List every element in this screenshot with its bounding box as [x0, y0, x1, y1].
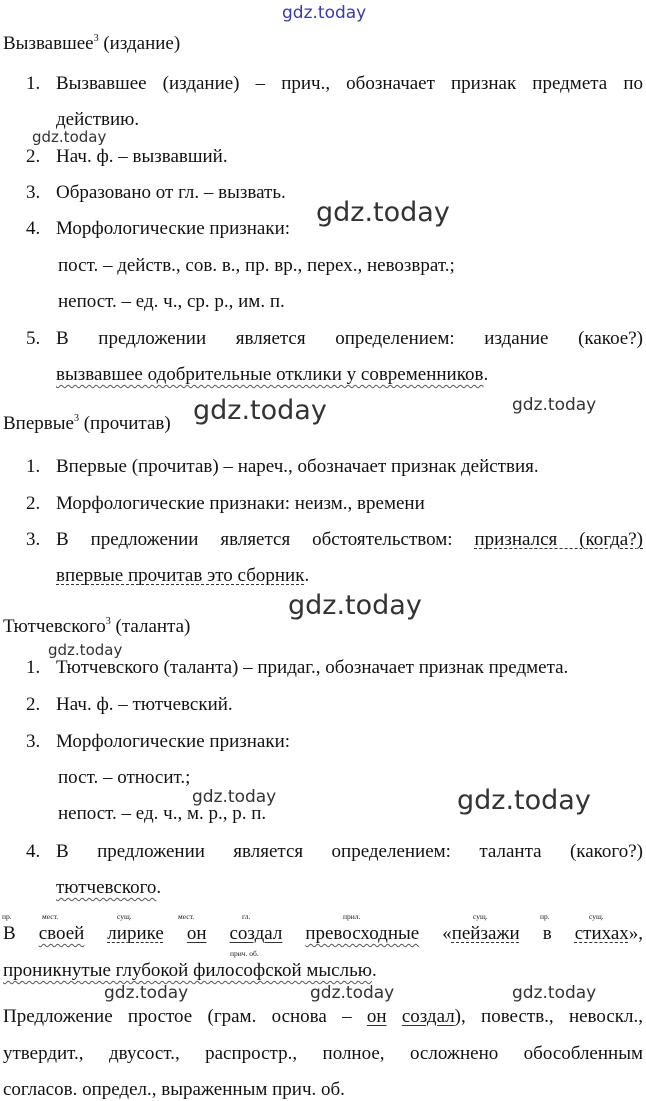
analysis-text: Предложение простое (грам. основа –	[3, 1006, 367, 1027]
morph-constant: пост. – относит.;	[58, 767, 191, 788]
word: пейзажи	[451, 923, 520, 944]
word-group	[442, 923, 520, 944]
list-item-text: Вызвавшее (издание) – прич., обозначает признак предмета по	[56, 73, 643, 94]
list-item-text: Образовано от гл. – вызвать.	[56, 182, 286, 203]
analysis-line: согласов. определ., выраженным прич. об.	[3, 1079, 345, 1100]
watermark: gdz.today	[512, 395, 597, 415]
analysis-line	[3, 1006, 643, 1028]
pos-tag: сущ.	[117, 912, 132, 921]
underlined-predicate: признался (когда?)	[474, 529, 643, 550]
word: В	[3, 923, 16, 944]
analysis-text: ), повеств., невоскл.,	[454, 1006, 643, 1027]
example-sentence-line	[3, 923, 643, 945]
pos-tag: прил.	[343, 912, 361, 921]
section-heading	[3, 408, 171, 435]
morph-constant: пост. – действ., сов. в., пр. вр., перех., невозврат.;	[58, 255, 455, 276]
word: своей	[38, 923, 85, 944]
heading-rest: (таланта)	[115, 616, 191, 637]
list-item-text: Нач. ф. – вызвавший.	[56, 146, 228, 167]
underlined-phrase: вызвавшее одобрительные отклики у современников	[56, 364, 484, 385]
list-number: 4.	[26, 218, 41, 239]
list-item-text: В предложении является определением: таланта (какого?)	[56, 841, 643, 862]
list-number: 5.	[26, 328, 41, 349]
pos-tag: мест.	[42, 912, 59, 921]
list-item-text: Морфологические признаки: неизм., времени	[56, 493, 425, 514]
list-number: 3.	[26, 529, 41, 550]
underlined-phrase: тютчевского	[56, 877, 157, 898]
heading-word: Вызвавшее	[3, 33, 94, 54]
quote-mark: »,	[628, 923, 644, 944]
footnote-mark: 3	[105, 616, 111, 627]
watermark: gdz.today	[32, 128, 107, 146]
participial-phrase: проникнутые глубокой философской мыслью	[3, 960, 372, 981]
list-item-text	[56, 529, 643, 551]
pos-tag: прич. об.	[230, 949, 259, 958]
watermark: gdz.today	[193, 395, 327, 426]
footnote-mark: 3	[93, 33, 99, 44]
example-sentence-line	[3, 960, 377, 982]
morph-variable: непост. – ед. ч., ср. р., им. п.	[58, 291, 285, 312]
watermark: gdz.today	[457, 785, 591, 816]
list-item-text	[56, 877, 643, 899]
watermark: gdz.today	[104, 983, 189, 1003]
analysis-line: утвердит., двусост., распростр., полное, осложнено обособленным	[3, 1043, 643, 1064]
watermark: gdz.today	[288, 590, 422, 621]
list-number: 1.	[26, 657, 41, 678]
word: лирике	[107, 923, 164, 944]
list-item-text: В предложении является определением: издание (какое?)	[56, 328, 643, 349]
subject: он	[366, 1006, 387, 1027]
punctuation: .	[483, 364, 489, 385]
list-item-text: Морфологические признаки:	[56, 731, 291, 752]
footnote-mark: 3	[73, 413, 79, 424]
section-heading	[3, 28, 180, 55]
word: превосходные	[305, 923, 420, 944]
word-subject: он	[186, 923, 207, 944]
word-group	[575, 923, 643, 944]
heading-rest: (прочитав)	[83, 413, 171, 434]
pos-tag: гл.	[242, 912, 251, 921]
list-item-text	[56, 364, 643, 386]
watermark: gdz.today	[48, 641, 123, 659]
pos-tag: мест.	[178, 912, 195, 921]
list-number: 1.	[26, 73, 41, 94]
pos-tag: сущ.	[589, 912, 604, 921]
list-number: 1.	[26, 456, 41, 477]
watermark: gdz.today	[310, 983, 395, 1003]
watermark-top: gdz.today	[282, 3, 367, 23]
list-number: 2.	[26, 146, 41, 167]
heading-word: Тютчевского	[3, 616, 106, 637]
list-item-text	[56, 565, 643, 587]
punctuation: .	[304, 565, 310, 586]
morph-variable: непост. – ед. ч., м. р., р. п.	[58, 803, 267, 824]
list-item-text: Впервые (прочитав) – нареч., обозначает признак действия.	[56, 456, 539, 477]
punctuation: .	[371, 960, 377, 981]
underlined-phrase: впервые прочитав это сборник	[56, 565, 305, 586]
heading-rest: (издание)	[103, 33, 181, 54]
punctuation: .	[156, 877, 162, 898]
list-number: 3.	[26, 182, 41, 203]
watermark: gdz.today	[512, 983, 597, 1003]
word: стихах	[574, 923, 629, 944]
list-item-text: действию.	[56, 109, 140, 130]
pos-tag: пр.	[540, 912, 550, 921]
word-predicate: создал	[229, 923, 283, 944]
item-text: В предложении является обстоятельством:	[56, 529, 475, 550]
list-number: 2.	[26, 493, 41, 514]
watermark: gdz.today	[316, 197, 450, 228]
word: в	[542, 923, 552, 944]
heading-word: Впервые	[3, 413, 74, 434]
section-heading	[3, 611, 190, 638]
list-number: 4.	[26, 841, 41, 862]
predicate: создал	[401, 1006, 455, 1027]
list-item-text: Морфологические признаки:	[56, 218, 291, 239]
pos-tag: пр.	[2, 912, 12, 921]
list-item-text: Тютчевского (таланта) – придаг., обозначает признак предмета.	[56, 657, 569, 678]
quote-mark: «	[442, 923, 452, 944]
list-number: 2.	[26, 694, 41, 715]
list-item-text: Нач. ф. – тютчевский.	[56, 694, 233, 715]
list-number: 3.	[26, 731, 41, 752]
watermark: gdz.today	[192, 787, 277, 807]
pos-tag: сущ.	[473, 912, 488, 921]
